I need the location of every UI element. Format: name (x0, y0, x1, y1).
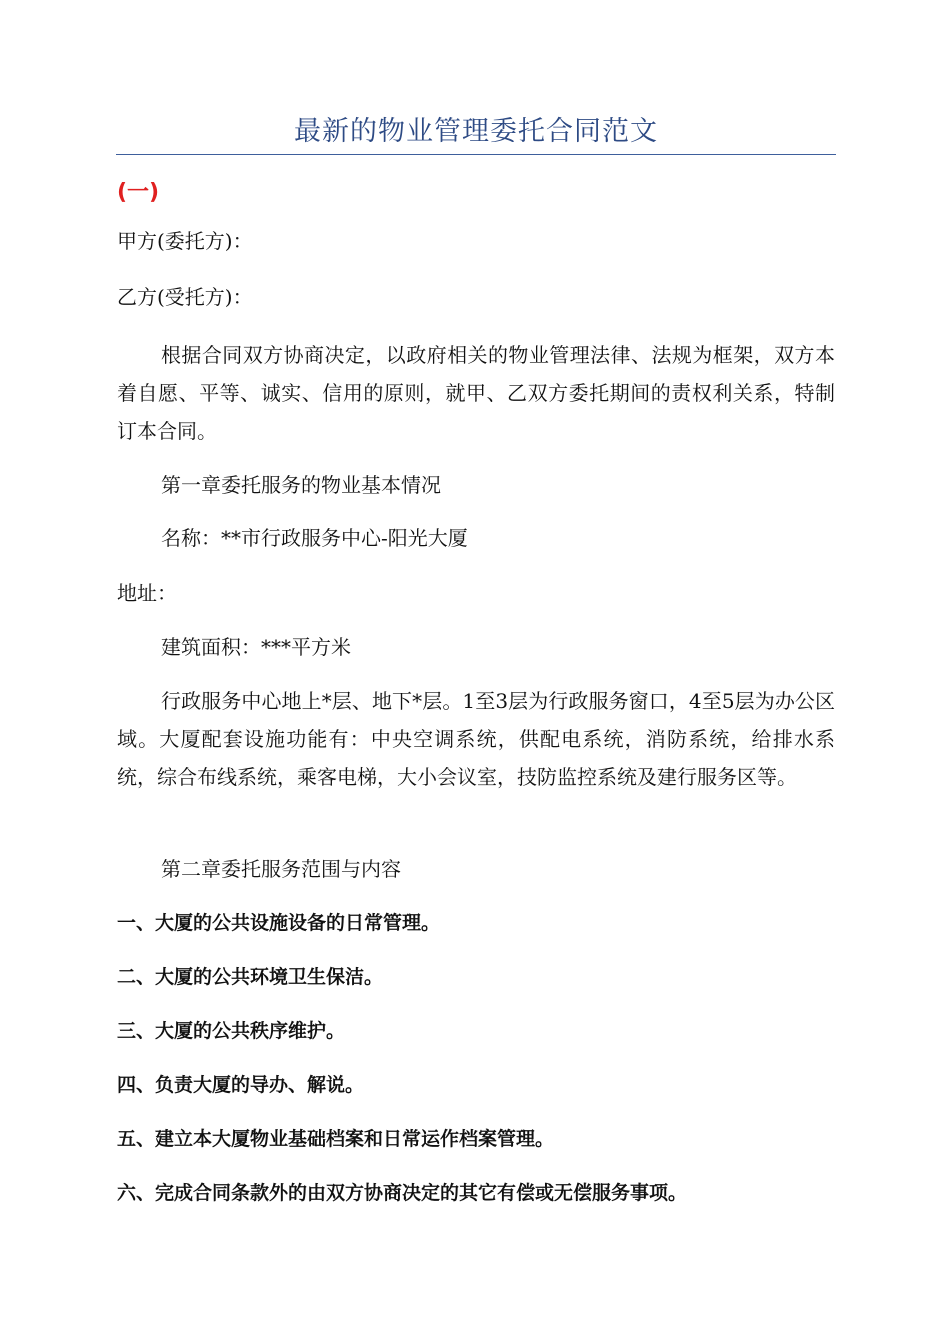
service-item: 五、建立本大厦物业基础档案和日常运作档案管理。 (117, 1128, 555, 1150)
area-line: 建筑面积：***平方米 (161, 635, 351, 659)
service-item: 六、完成合同条款外的由双方协商决定的其它有偿或无偿服务事项。 (117, 1182, 688, 1204)
section-mark: (一) (117, 180, 160, 205)
title-underline (116, 154, 836, 155)
party-b-line: 乙方(受托方)： (117, 285, 253, 309)
chapter2-heading: 第二章委托服务范围与内容 (161, 857, 401, 881)
service-item: 二、大厦的公共环境卫生保洁。 (117, 966, 384, 988)
party-a-line: 甲方(委托方)： (117, 229, 253, 253)
chapter1-heading: 第一章委托服务的物业基本情况 (161, 473, 441, 497)
service-item: 四、负责大厦的导办、解说。 (117, 1074, 365, 1096)
name-line: 名称：**市行政服务中心-阳光大厦 (161, 526, 468, 550)
document-title: 最新的物业管理委托合同范文 (294, 116, 658, 147)
service-item: 三、大厦的公共秩序维护。 (117, 1020, 346, 1042)
address-line: 地址： (117, 581, 177, 605)
intro-paragraph: 根据合同双方协商决定，以政府相关的物业管理法律、法规为框架，双方本着自愿、平等、诚实、信用的原则，就甲、乙双方委托期间的责权利关系，特制订本合同。 (117, 343, 835, 443)
service-item: 一、大厦的公共设施设备的日常管理。 (117, 912, 441, 934)
description-paragraph: 行政服务中心地上*层、地下*层。1至3层为行政服务窗口，4至5层为办公区域。大厦配套设施功能有：中央空调系统，供配电系统，消防系统，给排水系统，综合布线系统，乘客电梯，大小会议室，技防监控系统及建行服务区等。 (117, 689, 835, 789)
